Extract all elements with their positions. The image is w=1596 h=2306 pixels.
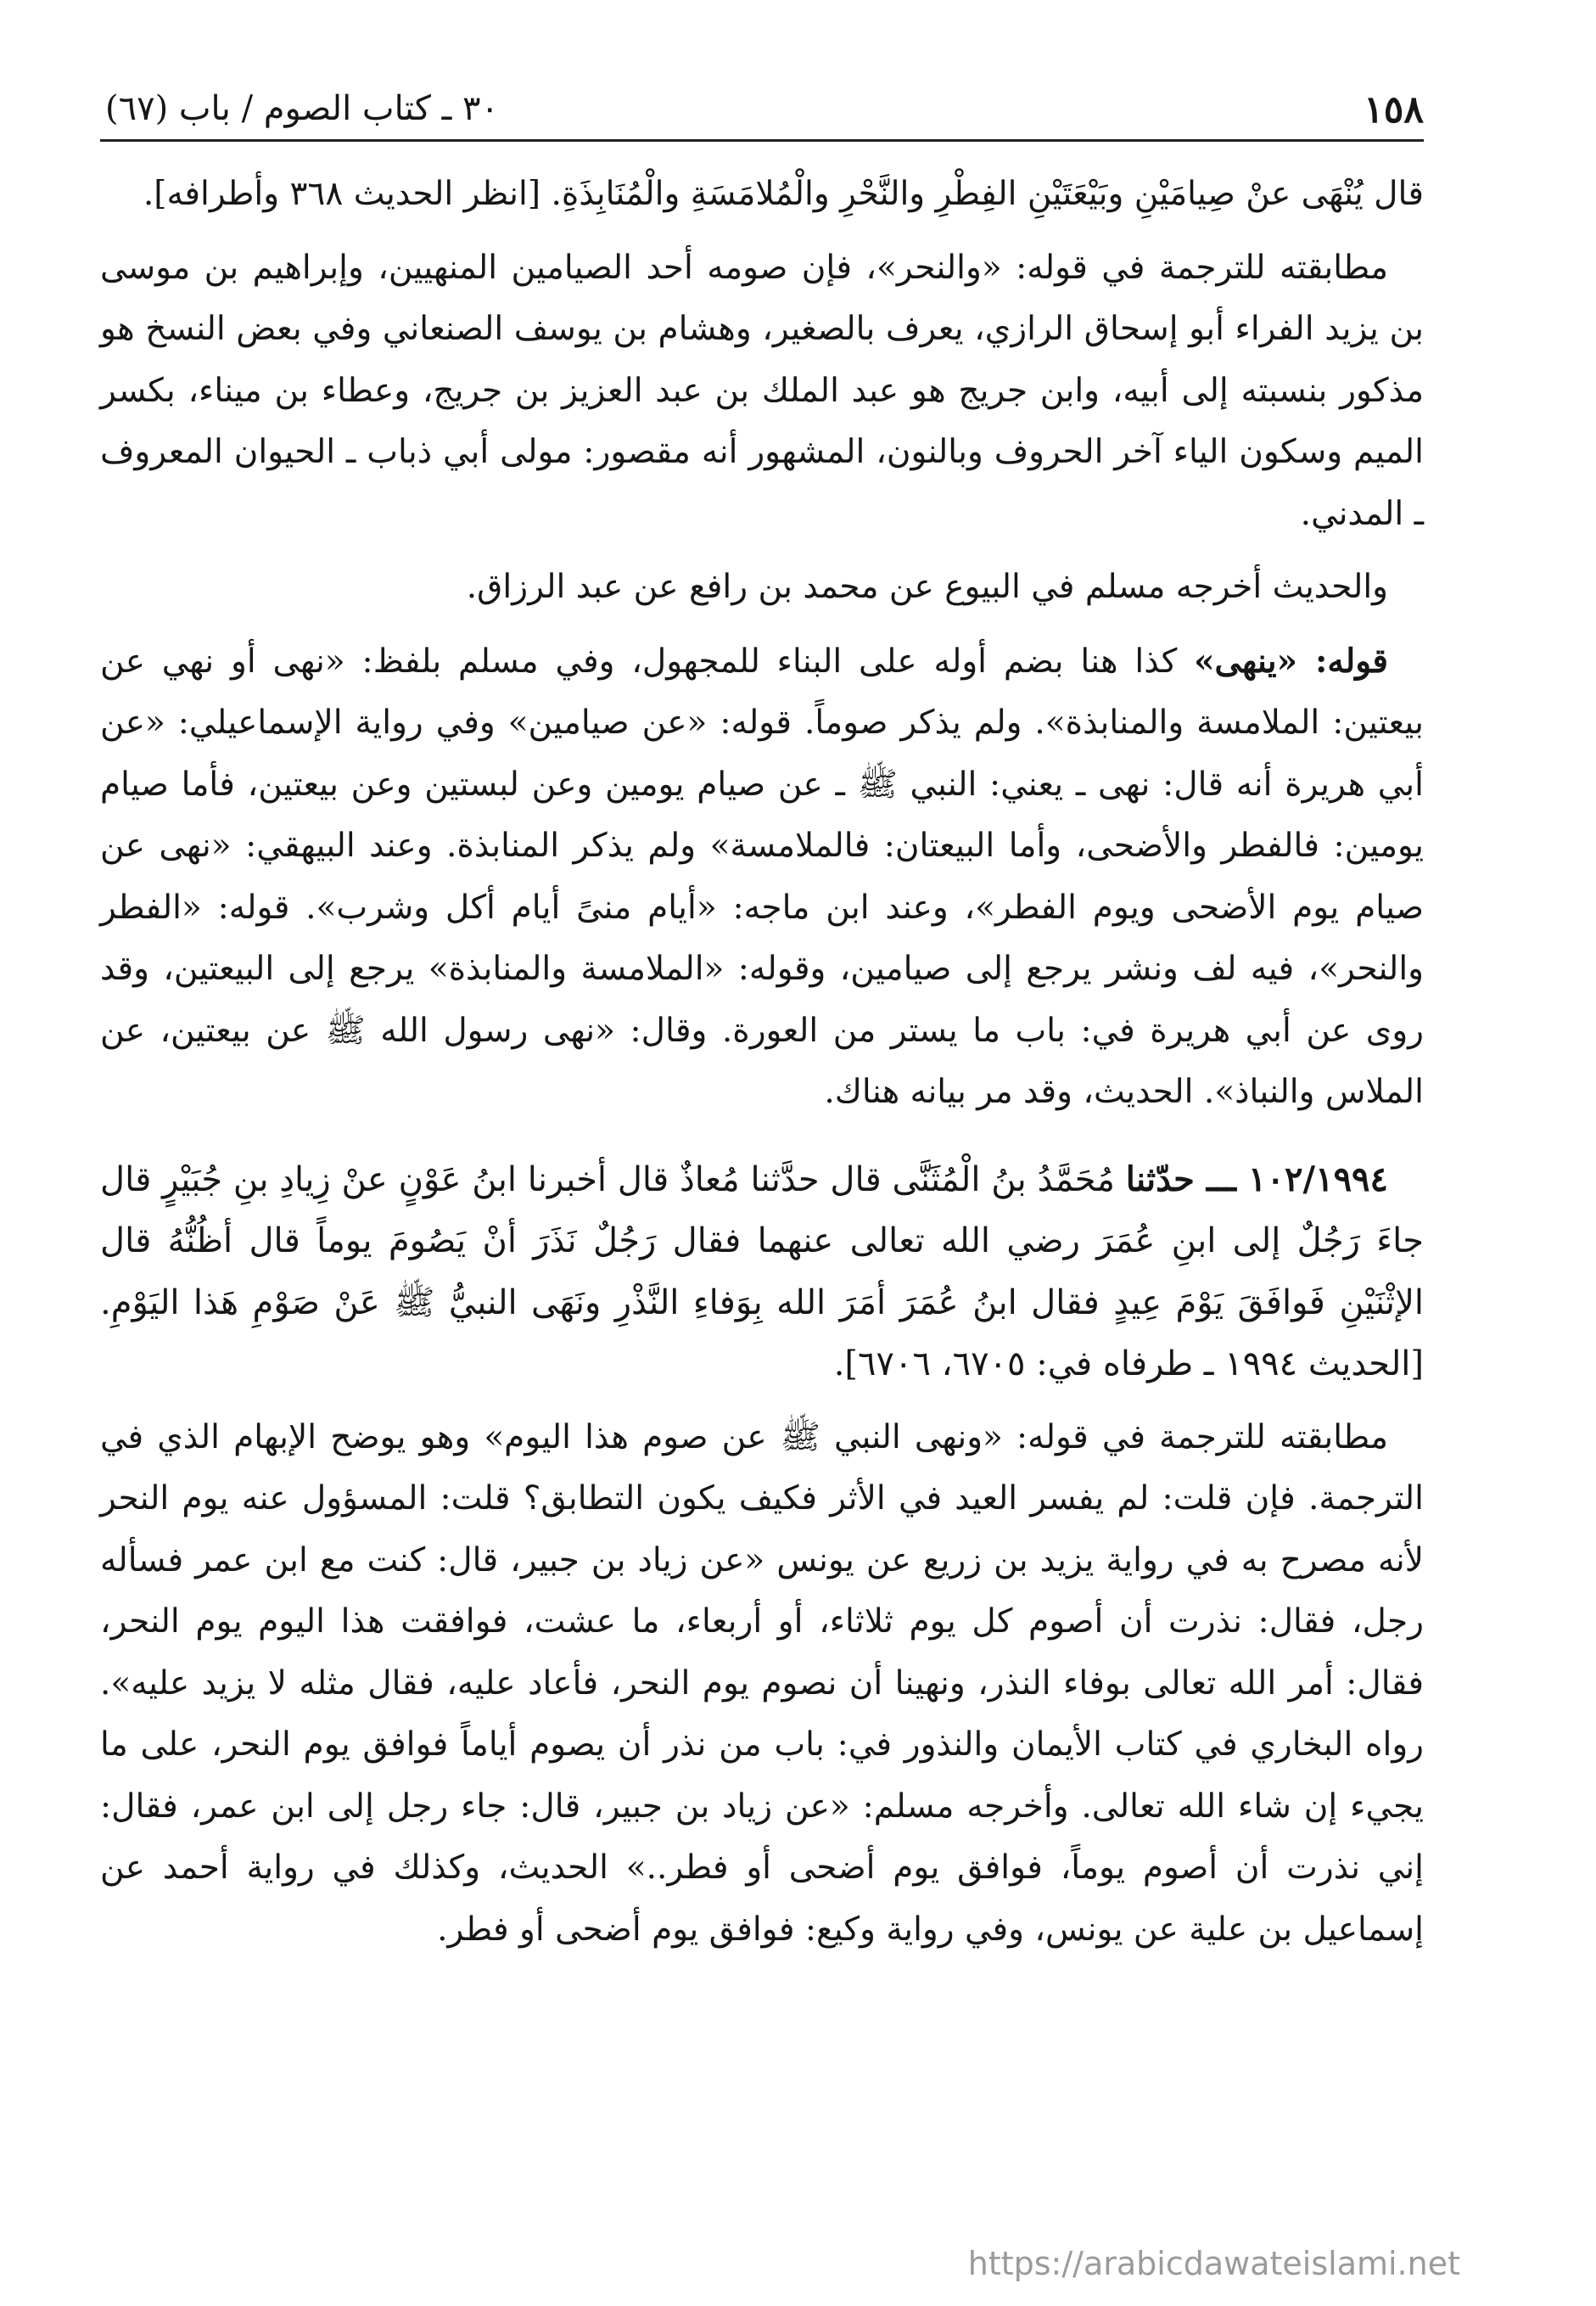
running-title: ٣٠ ـ كتاب الصوم / باب (٦٧): [105, 89, 499, 128]
paragraph-text: مطابقته للترجمة في قوله: «ونهى النبي ﷺ عن صوم هذا اليوم» وهو يوضح الإبهام الذي في الترجمة. فإن قلت: لم يفسر العيد في الأثر فكيف يكون التطابق؟ قلت: المسؤول عنه يوم النحر لأنه مصرح به في رواية يزيد بن زريع عن يونس «عن زياد بن جبير، قال: كنت مع ابن عمر فسأله رجل، فقال: نذرت أن أصوم كل يوم ثلاثاء، أو أربعاء، ما عشت، فوافقت هذا اليوم يوم النحر، فقال: أمر الله تعالى بوفاء النذر، ونهينا أن نصوم يوم النحر، فأعاد عليه، فقال مثله لا يزيد عليه». رواه البخاري في كتاب الأيمان والنذور في: باب من نذر أن يصوم أياماً فوافق يوم النحر، على ما يجيء إن شاء الله تعالى. وأخرجه مسلم: «عن زياد بن جبير، قال: جاء رجل إلى ابن عمر، فقال: إني نذرت أن أصوم يوماً، فوافق يوم أضحى أو فطر..» الحديث، وكذلك في رواية أحمد عن إسماعيل بن علية عن يونس، وفي رواية وكيع: فوافق يوم أضحى أو فطر.: [100, 1417, 1424, 1949]
paragraph-text: كذا هنا بضم أوله على البناء للمجهول، وفي مسلم بلفظ: «نهى أو نهي عن بيعتين: الملامسة والمنابذة». ولم يذكر صوماً. قوله: «عن صيامين» وفي رواية الإسماعيلي: «عن أبي هريرة أنه قال: نهى ـ يعني: النبي ﷺ ـ عن صيام يومين وعن لبستين وعن بيعتين، فأما صيام يومين: فالفطر والأضحى، وأما البيعتان: فالملامسة» ولم يذكر المنابذة. وعند البيهقي: «نهى عن صيام يوم الأضحى ويوم الفطر»، وعند ابن ماجه: «أيام منىً أيام أكل وشرب». قوله: «الفطر والنحر»، فيه لف ونشر يرجع إلى صيامين، وقوله: «الملامسة والمنابذة» يرجع إلى البيعتين، وقد روى عن أبي هريرة في: باب ما يستر من العورة. وقال: «نهى رسول الله ﷺ عن بيعتين، عن الملاس والنباذ». الحديث، وقد مر بيانه هناك.: [100, 642, 1424, 1111]
header-divider: [100, 139, 1424, 142]
paragraph-text: قال يُنْهَى عنْ صِيامَيْنِ وبَيْعَتَيْنِ الفِطْرِ والنَّحْرِ والْمُلامَسَةِ والْمُنَابِذَةِ. [انظر الحديث ٣٦٨ وأطرافه].: [143, 175, 1424, 213]
hadith-number: ١٠٢/١٩٩٤ ـــ حدّثنا: [1125, 1159, 1389, 1199]
page-number: ١٥٨: [1364, 88, 1424, 132]
hadith-text-continuation: [100, 164, 1424, 226]
page-header: [100, 81, 1424, 136]
watermark-url: https://arabicdawateislami.net: [967, 2245, 1460, 2282]
paragraph-lead: قوله: «ينهى»: [1194, 641, 1388, 681]
commentary-paragraph: [100, 238, 1424, 546]
commentary-paragraph: [100, 631, 1424, 1124]
paragraph-text: مُحَمَّدُ بنُ الْمُثَنَّى قال حدَّثنا مُعاذٌ قال أخبرنا ابنُ عَوْنٍ عنْ زِيادِ بنِ جُبَيْرٍ قال جاءَ رَجُلٌ إلى ابنِ عُمَرَ رضي الله تعالى عنهما فقال رَجُلٌ نَذَرَ أنْ يَصُومَ يوماً قال أظُنُّهُ قال الإثْنَيْنِ فَوافَقَ يَوْمَ عِيدٍ فقال ابنُ عُمَرَ أمَرَ الله بِوَفاءِ النَّذْرِ ونَهَى النبيُّ ﷺ عَنْ صَوْمِ هَذا اليَوْمِ. [الحديث ١٩٩٤ ـ طرفاه في: ٦٧٠٥، ٦٧٠٦].: [100, 1159, 1424, 1383]
paragraph-text: والحديث أخرجه مسلم في البيوع عن محمد بن رافع عن عبد الرزاق.: [466, 568, 1388, 606]
commentary-paragraph: [100, 1407, 1424, 1961]
paragraph-text: مطابقته للترجمة في قوله: «والنحر»، فإن صومه أحد الصيامين المنهيين، وإبراهيم بن موسى بن يزيد الفراء أبو إسحاق الرازي، يعرف بالصغير، وهشام بن يوسف الصنعاني وفي بعض النسخ هو مذكور بنسبته إلى أبيه، وابن جريج هو عبد الملك بن عبد العزيز بن جريج، وعطاء بن ميناء، بكسر الميم وسكون الياء آخر الحروف وبالنون، المشهور أنه مقصور: مولى أبي ذباب ـ الحيوان المعروف ـ المدني.: [100, 248, 1424, 533]
document-page: [100, 81, 1424, 1972]
hadith-paragraph: [100, 1149, 1424, 1395]
commentary-paragraph: [100, 557, 1424, 619]
